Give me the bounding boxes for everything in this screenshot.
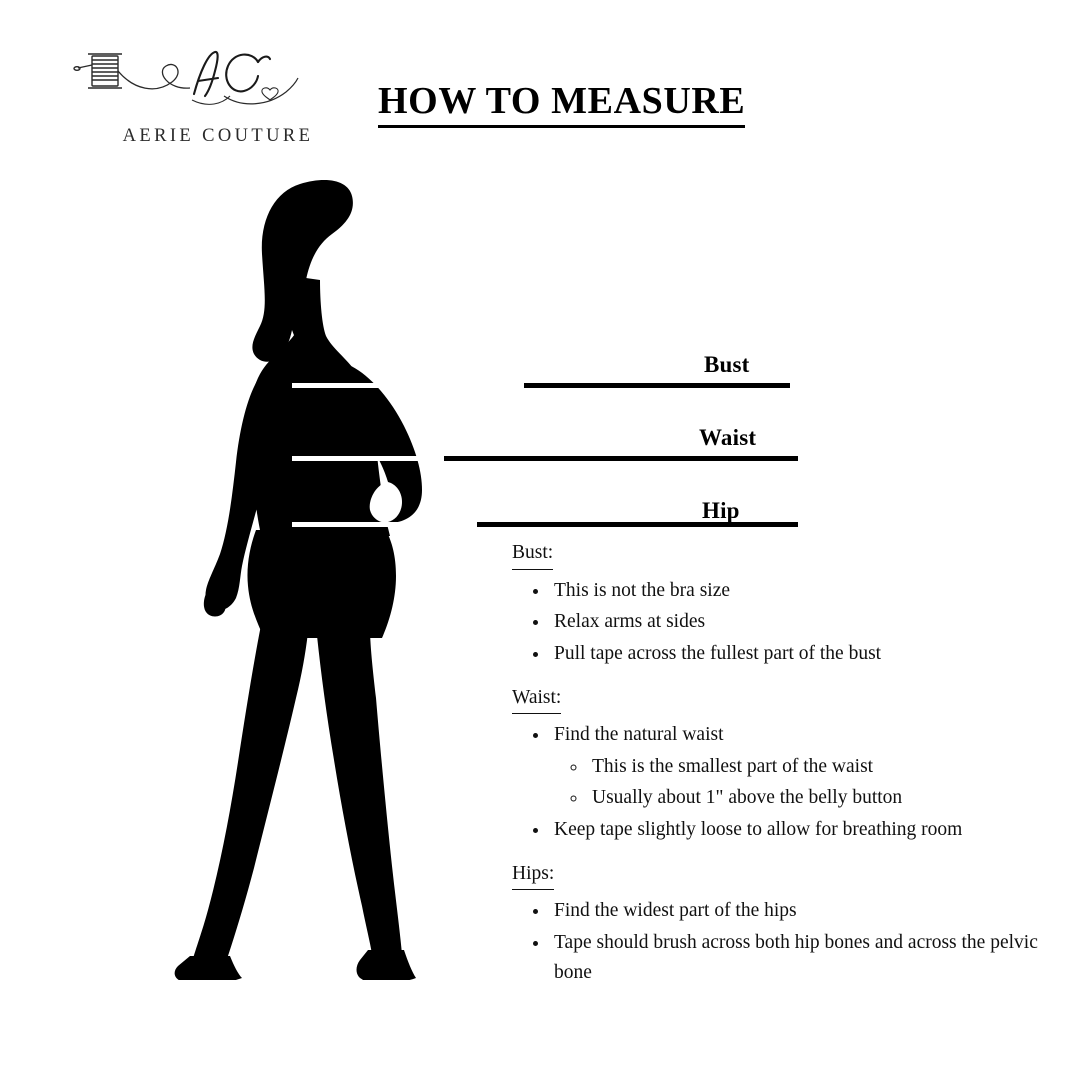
list-item: • Keep tape slightly loose to allow for breathing room <box>550 815 1052 845</box>
hips-instruction-list <box>512 896 1052 987</box>
woman-silhouette <box>150 150 570 980</box>
instruction-section-bust <box>512 538 1052 669</box>
brand-name: AERIE COUTURE <box>122 126 314 146</box>
list-item: • Tape should brush across both hip bones and across the pelvic bone <box>550 928 1052 987</box>
bust-label: Bust <box>704 352 750 377</box>
spool-of-thread-icon <box>72 38 302 116</box>
hip-label: Hip <box>702 498 740 523</box>
waist-sub-list <box>554 752 1052 813</box>
instructions-panel <box>512 538 1052 989</box>
page-title: HOW TO MEASURE <box>378 82 745 128</box>
list-item: ◦ This is the smallest part of the waist <box>588 752 1052 782</box>
list-item: • Relax arms at sides <box>550 607 1052 637</box>
list-item-text: Find the natural waist <box>554 724 724 746</box>
bust-section-heading: Bust: <box>512 538 553 570</box>
list-item: • Pull tape across the fullest part of the bust <box>550 639 1052 669</box>
waist-measure-line-overlay <box>292 456 444 461</box>
list-item: • Find the widest part of the hips <box>550 896 1052 926</box>
bust-instruction-list <box>512 576 1052 669</box>
waist-instruction-list <box>512 720 1052 845</box>
waist-label: Waist <box>699 425 757 450</box>
hips-section-heading: Hips: <box>512 859 554 891</box>
list-item: • This is not the bra size <box>550 576 1052 606</box>
instruction-section-hips <box>512 859 1052 988</box>
hip-measure-line-overlay <box>292 522 477 527</box>
bust-measure-line-overlay <box>292 383 524 388</box>
list-item <box>550 720 1052 813</box>
list-item: ◦ Usually about 1" above the belly button <box>588 783 1052 813</box>
waist-section-heading: Waist: <box>512 683 561 715</box>
brand-logo <box>72 38 314 148</box>
instruction-section-waist <box>512 683 1052 845</box>
